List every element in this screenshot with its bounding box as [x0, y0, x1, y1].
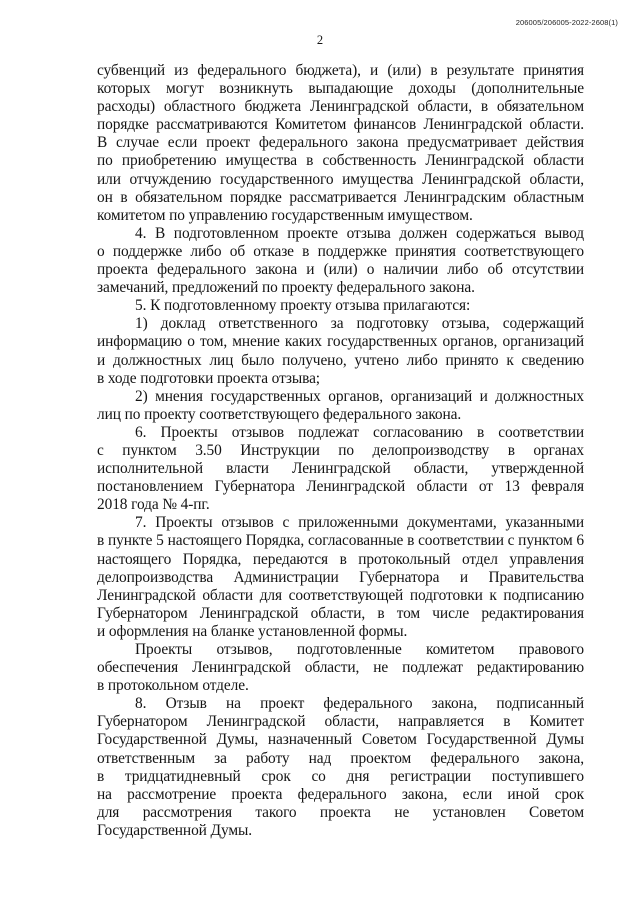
text-line: проекта федерального закона и (или) о наличии либо об отсутствии [97, 261, 584, 279]
text-line: по приобретению имущества в собственность Ленинградской области [97, 152, 584, 170]
text-line: расходы) областного бюджета Ленинградской области, в обязательном [97, 98, 584, 116]
text-line: на рассмотрение проекта федерального закона, если иной срок [97, 785, 584, 803]
text-line: Ленинградской области для соответствующей подготовки к подписанию [97, 586, 584, 604]
text-line: Проекты отзывов, подготовленные комитетом правового [135, 641, 584, 658]
text-line: субвенций из федерального бюджета), и (или) в результате принятия [97, 62, 584, 79]
document-body [97, 62, 584, 840]
text-line: которых могут возникнуть выпадающие доходы (дополнительные [97, 80, 584, 98]
text-line: Государственной Думы, назначенный Советом Государственной Думы [97, 731, 584, 749]
text-line: замечаний, предложений по проекту федерального закона. [97, 279, 475, 297]
text-line: комитетом по управлению государственным имуществом. [97, 206, 473, 224]
text-line: делопроизводства Администрации Губернатора и Правительства [97, 568, 584, 586]
text-line: он в обязательном порядке рассматривается Ленинградским областным [97, 188, 584, 206]
text-line: 7. Проекты отзывов с приложенными документами, указанными [135, 514, 584, 532]
text-line: о поддержке либо об отказе в поддержке принятия соответствующего [97, 242, 584, 260]
text-line: с пунктом 3.50 Инструкции по делопроизводству в органах [97, 441, 584, 459]
text-line: постановлением Губернатора Ленинградской области от 13 февраля [97, 478, 584, 496]
text-line: 4. В подготовленном проекте отзыва должен содержаться вывод [135, 224, 584, 242]
text-line: 2018 года № 4-пг. [97, 496, 210, 514]
text-line: в пункте 5 настоящего Порядка, согласованные в соответствии с пунктом 6 [97, 532, 584, 550]
text-line: в протокольном отделе. [97, 677, 249, 695]
text-line: лиц по проекту соответствующего федерального закона. [97, 405, 462, 423]
text-line: 5. К подготовленному проекту отзыва прилагаются: [135, 297, 471, 315]
text-line: Губернатором Ленинградской области, направляется в Комитет [97, 713, 584, 731]
text-line: В случае если проект федерального закона предусматривает действия [97, 134, 584, 152]
text-line: в тридцатидневный срок со дня регистрации поступившего [97, 767, 584, 785]
text-line: или отчуждению государственного имущества Ленинградской области, [97, 170, 584, 188]
text-line: 1) доклад ответственного за подготовку отзыва, содержащий [135, 315, 584, 333]
text-line: Губернатором Ленинградской области, в том числе редактирования [97, 604, 584, 622]
text-line: исполнительной власти Ленинградской области, утвержденной [97, 460, 584, 478]
text-line: ответственным за работу над проектом федерального закона, [97, 749, 584, 767]
text-line: информацию о том, мнение каких государственных органов, организаций [97, 333, 584, 351]
text-line: и оформления на бланке установленной формы. [97, 622, 408, 640]
text-line: Государственной Думы. [97, 821, 252, 839]
text-line: обеспечения Ленинградской области, не подлежат редактированию [97, 659, 584, 677]
text-line: для рассмотрения такого проекта не установлен Советом [97, 803, 584, 821]
text-line: 8. Отзыв на проект федерального закона, подписанный [135, 695, 584, 713]
text-line: и должностных лиц было получено, учтено либо принято к сведению [97, 351, 584, 369]
text-line: 2) мнения государственных органов, организаций и должностных [135, 387, 584, 405]
document-id: 206005/206005-2022-2608(1) [515, 18, 618, 27]
page-number: 2 [316, 33, 324, 47]
text-line: 6. Проекты отзывов подлежат согласованию в соответствии [135, 423, 584, 441]
text-line: в ходе подготовки проекта отзыва; [97, 369, 320, 387]
text-line: настоящего Порядка, передаются в протокольный отдел управления [97, 550, 584, 568]
text-line: порядке рассматриваются Комитетом финансов Ленинградской области. [97, 116, 584, 134]
